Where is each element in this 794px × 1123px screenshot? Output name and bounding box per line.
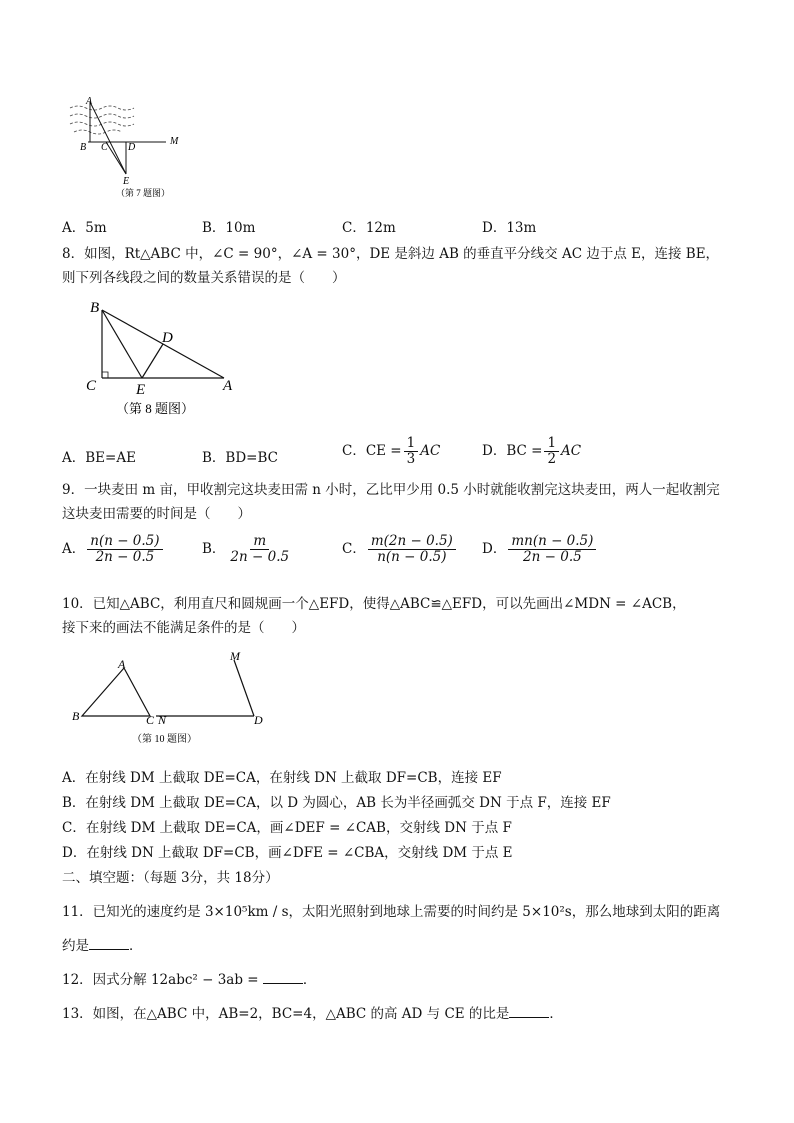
q13-stem (62, 1002, 563, 1022)
denominator: 3 (406, 450, 416, 467)
q9-option-a-fraction (87, 534, 162, 565)
label-e: E (123, 176, 130, 187)
q8-option-d-suffix: AC (561, 442, 582, 459)
q12-stem (62, 968, 316, 988)
q9-option-d-label: D． (482, 540, 507, 557)
numerator: mn(n − 0.5) (508, 534, 596, 550)
q7-option-d[interactable]: D．13m (482, 220, 537, 236)
denominator: 2n − 0.5 (523, 548, 582, 565)
q9-option-c[interactable] (342, 534, 458, 565)
denominator: 2 (547, 450, 557, 467)
q8-option-b[interactable]: B．BD=BC (202, 450, 278, 466)
triangle-abc (82, 668, 150, 716)
label-m: M (230, 649, 240, 663)
q12-suffix: ． (302, 972, 317, 988)
ray-dm (234, 660, 254, 716)
label-a: A (118, 657, 126, 671)
q10-option-d[interactable]: D．在射线 DN 上截取 DF=CB，画∠DFE = ∠CBA，交射线 DM 于点 E (62, 845, 513, 861)
q8-stem-line2: 则下列各线段之间的数量关系错误的是（ ） (62, 270, 346, 286)
numerator: 1 (544, 436, 559, 452)
q7-option-b[interactable]: B．10m (202, 220, 256, 236)
q8-option-d-fraction (544, 436, 559, 467)
q10-option-b[interactable]: B．在射线 DM 上截取 DE=CA，以 D 为圆心，AB 长为半径画弧交 DN 于点 F，连接 EF (62, 795, 611, 811)
q9-option-c-label: C． (342, 540, 366, 557)
q13-answer-blank[interactable] (509, 1005, 549, 1018)
q11-line2-suffix: ． (129, 938, 143, 954)
q9-option-b-fraction (227, 534, 292, 565)
q8-option-d-prefix: D．BC = (482, 442, 543, 459)
q12-prefix: 12．因式分解 12abc² − 3ab = (62, 972, 259, 988)
q9-option-a[interactable] (62, 534, 165, 565)
figure-8 (80, 298, 240, 418)
right-angle-mark-c (102, 372, 108, 378)
numerator: n(n − 0.5) (87, 534, 162, 550)
denominator: n(n − 0.5) (377, 548, 447, 565)
section-heading-fill-in: 二、填空题：（每题 3分，共 18分） (62, 870, 279, 886)
numerator: m (250, 534, 269, 550)
q9-option-a-label: A． (62, 540, 86, 557)
q10-option-a[interactable]: A．在射线 DM 上截取 DE=CA，在射线 DN 上截取 DF=CB，连接 EF (62, 770, 502, 786)
q8-option-d[interactable] (482, 436, 581, 467)
label-c: C (86, 378, 97, 394)
label-d: D (162, 330, 173, 346)
q10-option-c[interactable]: C．在射线 DM 上截取 DE=CA，画∠DEF = ∠CAB，交射线 DN 于点 F (62, 820, 512, 836)
label-e: E (136, 382, 146, 398)
label-n: N (158, 713, 167, 727)
q11-answer-blank[interactable] (89, 937, 129, 950)
figure-10-caption: （第 10 题图） (132, 734, 197, 745)
q11-stem-line1: 11．已知光的速度约是 3×10⁵km / s，太阳光照射到地球上需要的时间约是 5×10²s，那么地球到太阳的距离 (62, 904, 721, 920)
segment-be (102, 310, 142, 378)
water-waves (70, 106, 134, 134)
figure-8-caption: （第 8 题图） (116, 401, 195, 416)
q8-option-c-fraction (404, 436, 419, 467)
label-c: C (146, 713, 155, 727)
segment-ae (90, 102, 126, 174)
numerator: m(2n − 0.5) (368, 534, 456, 550)
label-b: B (80, 142, 87, 153)
figure-7 (60, 92, 200, 202)
figure-7-caption: （第 7 题图） (116, 188, 171, 198)
q9-option-b[interactable] (202, 534, 294, 565)
q11-line2-prefix: 约是 (62, 938, 89, 954)
label-a: A (223, 378, 233, 394)
q13-suffix: ． (549, 1006, 563, 1022)
q9-stem-line1: 9．一块麦田 m 亩，甲收割完这块麦田需 n 小时，乙比甲少用 0.5 小时就能收割完这块麦田，两人一起收割完 (62, 482, 720, 498)
q11-stem-line2 (62, 934, 143, 954)
q12-answer-blank[interactable] (263, 971, 303, 984)
q8-option-c-suffix: AC (420, 442, 441, 459)
q8-stem-line1: 8．如图，Rt△ABC 中，∠C = 90°，∠A = 30°，DE 是斜边 AB 的垂直平分线交 AC 边于点 E，连接 BE， (62, 246, 720, 262)
numerator: 1 (404, 436, 419, 452)
figure-10 (68, 648, 278, 748)
q10-stem-line2: 接下来的画法不能满足条件的是（ ） (62, 620, 305, 636)
label-a: A (86, 96, 93, 107)
q7-option-a[interactable]: A．5m (62, 220, 107, 236)
segment-ce (106, 142, 126, 174)
label-m: M (170, 136, 179, 147)
q9-option-b-label: B． (202, 540, 226, 557)
label-b: B (90, 300, 100, 316)
q9-option-d[interactable] (482, 534, 598, 565)
denominator: 2n − 0.5 (230, 548, 290, 565)
q9-option-d-fraction (508, 534, 596, 565)
q8-option-c[interactable] (342, 436, 440, 467)
q9-stem-line2: 这块麦田需要的时间是（ ） (62, 506, 251, 522)
denominator: 2n − 0.5 (95, 548, 155, 565)
q8-option-a[interactable]: A．BE=AE (62, 450, 136, 466)
q9-option-c-fraction (368, 534, 456, 565)
label-d: D (128, 142, 136, 153)
label-d: D (254, 713, 263, 727)
label-b: B (72, 709, 80, 723)
segment-de (142, 344, 163, 378)
q13-prefix: 13．如图，在△ABC 中，AB=2，BC=4，△ABC 的高 AD 与 CE 的比是 (62, 1006, 510, 1022)
label-c: C (101, 142, 108, 153)
q7-option-c[interactable]: C．12m (342, 220, 396, 236)
q10-stem-line1: 10．已知△ABC，利用直尺和圆规画一个△EFD，使得△ABC≌△EFD，可以先画出∠MDN = ∠ACB， (62, 596, 686, 612)
q8-option-c-prefix: C．CE = (342, 442, 402, 459)
